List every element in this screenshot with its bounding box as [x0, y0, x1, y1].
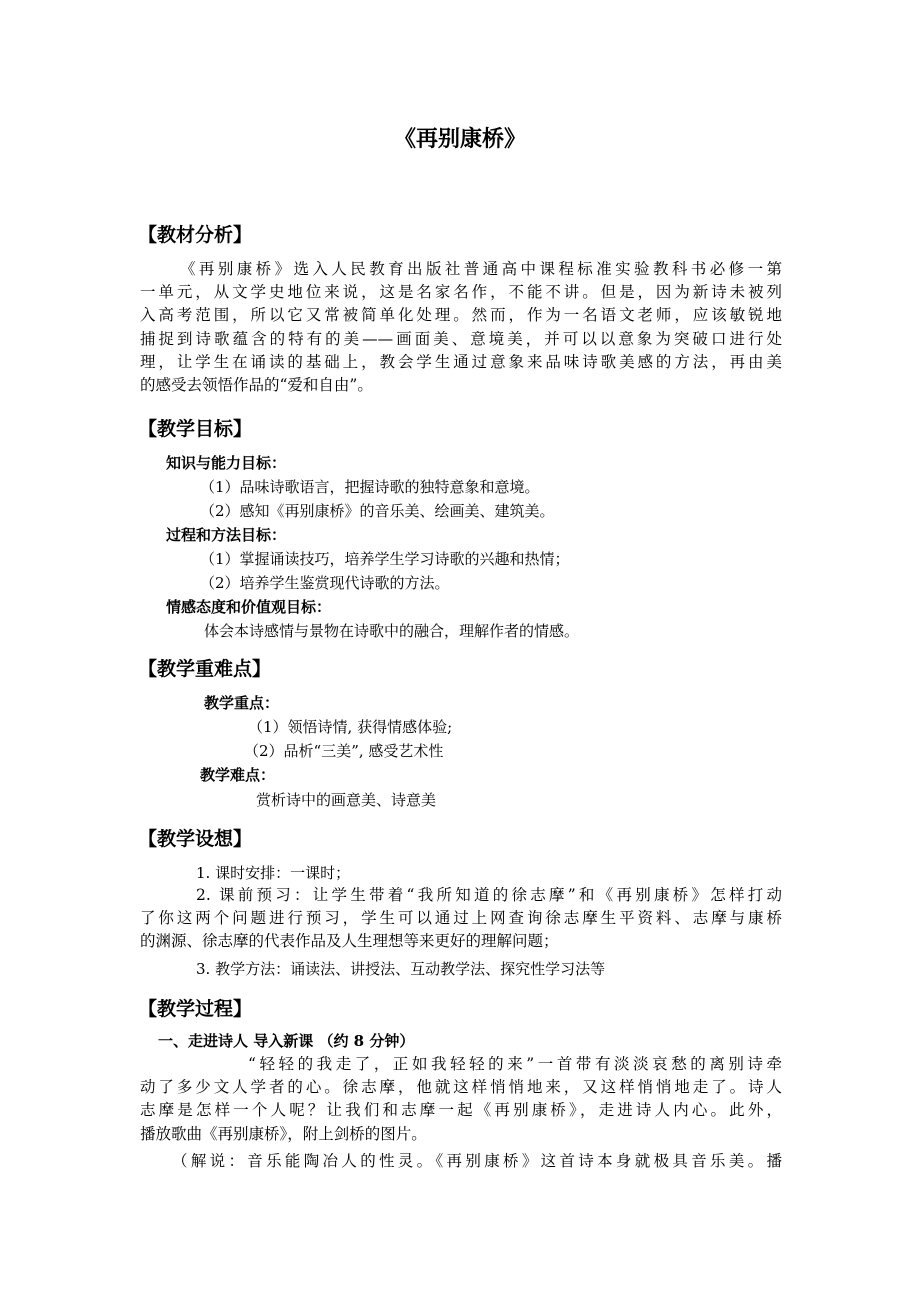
- key-point-item: （1）领悟诗情, 获得情感体验;: [248, 718, 453, 736]
- analysis-paragraph: [140, 258, 782, 397]
- difficult-point-text: 赏析诗中的画意美、诗意美: [256, 791, 437, 809]
- step-1-line: 动了多少文人学者的心。徐志摩，他就这样悄悄地来，又这样悄悄地走了。诗人: [140, 1078, 782, 1097]
- section-heading-analysis: 【教材分析】: [138, 224, 253, 246]
- step-1-line: 播放歌曲《再别康桥》，附上剑桥的图片。: [140, 1124, 427, 1143]
- emotion-goal-text: 体会本诗感情与景物在诗歌中的融合，理解作者的情感。: [204, 622, 580, 640]
- step-1-title: 一、走进诗人 导入新课 （约 8 分钟）: [158, 1032, 415, 1050]
- page-title: 《再别康桥》: [393, 126, 526, 152]
- knowledge-goal-item: （1）品味诗歌语言，把握诗歌的独特意象和意境。: [200, 478, 540, 496]
- design-item-2-line: 的渊源、徐志摩的代表作品及人生理想等来更好的理解问题；: [140, 932, 559, 951]
- analysis-line: 的感受去领悟作品的“爱和自由”。: [140, 376, 373, 395]
- analysis-line: 捕捉到诗歌蕴含的特有的美——画面美、意境美，并可以以意象为突破口进行处: [140, 329, 782, 348]
- design-item-2: [140, 884, 782, 954]
- section-heading-key-points: 【教学重难点】: [138, 658, 272, 680]
- design-item-1: 1. 课时安排：一课时；: [196, 864, 351, 882]
- knowledge-goal-item: （2）感知《再别康桥》的音乐美、绘画美、建筑美。: [200, 502, 555, 520]
- section-heading-design: 【教学设想】: [138, 828, 253, 850]
- difficult-point-label: 教学难点：: [200, 766, 276, 784]
- knowledge-goal-label: 知识与能力目标：: [166, 454, 287, 472]
- key-point-label: 教学重点：: [204, 694, 280, 712]
- design-item-2-line: 了你这两个问题进行预习，学生可以通过上网查询徐志摩生平资料、志摩与康桥: [140, 909, 782, 928]
- emotion-goal-label: 情感态度和价值观目标：: [166, 598, 332, 616]
- process-goal-item: （2）培养学生鉴赏现代诗歌的方法。: [200, 574, 450, 592]
- step-1-note: [140, 1150, 782, 1173]
- step-1-note-line: （解说：音乐能陶冶人的性灵。《再别康桥》这首诗本身就极具音乐美。播: [172, 1152, 782, 1170]
- step-1-line: “轻轻的我走了，正如我轻轻的来”一首带有淡淡哀愁的离别诗牵: [248, 1055, 782, 1073]
- design-item-2-line: 2. 课前预习：让学生带着“我所知道的徐志摩”和《再别康桥》怎样打动: [196, 886, 782, 904]
- process-goal-item: （1）掌握诵读技巧，培养学生学习诗歌的兴趣和热情；: [200, 550, 570, 568]
- section-heading-goals: 【教学目标】: [138, 418, 253, 440]
- section-heading-process: 【教学过程】: [138, 998, 253, 1020]
- process-goal-label: 过程和方法目标：: [166, 526, 287, 544]
- design-item-3: 3. 教学方法：诵读法、讲授法、互动教学法、探究性学习法等: [196, 960, 606, 978]
- analysis-line: 《再别康桥》选入人民教育出版社普通高中课程标准实验教科书必修一第: [180, 260, 782, 278]
- analysis-line: 一单元，从文学史地位来说，这是名家名作，不能不讲。但是，因为新诗未被列: [140, 283, 782, 302]
- analysis-line: 理，让学生在诵读的基础上，教会学生通过意象来品味诗歌美感的方法，再由美: [140, 352, 782, 371]
- analysis-line: 入高考范围，所以它又常被简单化处理。然而，作为一名语文老师，应该敏锐地: [140, 306, 782, 325]
- key-point-item: （2）品析“三美”, 感受艺术性: [244, 742, 444, 760]
- step-1-paragraph: [140, 1053, 782, 1146]
- step-1-line: 志摩是怎样一个人呢？让我们和志摩一起《再别康桥》，走进诗人内心。此外，: [140, 1101, 782, 1120]
